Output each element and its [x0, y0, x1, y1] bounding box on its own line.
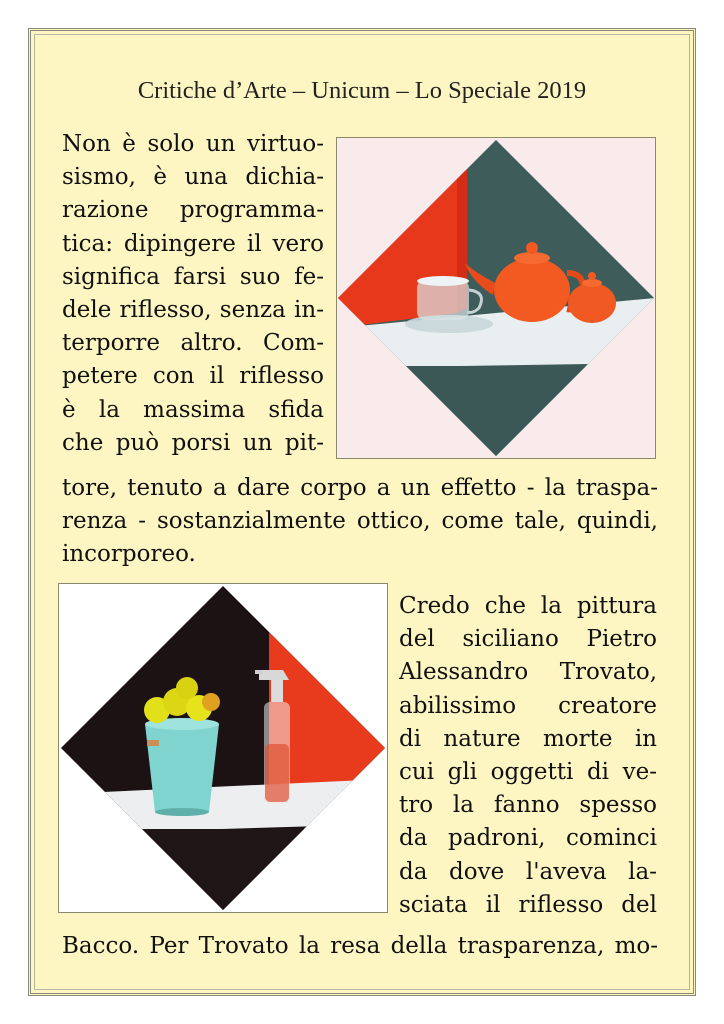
- teapot-still-life-painting: [336, 137, 656, 459]
- paragraph-1-text: [62, 128, 324, 468]
- text-line: da dove l'aveva la-: [399, 858, 657, 885]
- text-line: tica: dipingere il vero: [62, 230, 324, 257]
- text-line: tro la fanno spesso: [399, 792, 657, 819]
- teapot-painting-svg: [337, 138, 655, 458]
- paragraph-1-continuation: [62, 472, 658, 577]
- text-line: tore, tenuto a dare corpo a un effetto - la traspa-: [62, 475, 658, 501]
- text-line: Non è solo un virtuo-: [62, 131, 324, 157]
- text-line: Bacco. Per Trovato la resa della trasparenza, mo-: [62, 933, 658, 959]
- text-line: è la massima sfida: [62, 396, 324, 423]
- text-line: renza - sostanzialmente ottico, come tale, quindi,: [62, 508, 658, 535]
- text-line: cui gli oggetti di ve-: [399, 759, 657, 786]
- text-line: sismo, è una dichia-: [62, 164, 324, 191]
- text-line: incorporeo.: [62, 541, 196, 568]
- text-line: da padroni, cominci: [399, 825, 657, 852]
- text-line: razione programma-: [62, 197, 324, 224]
- text-line: di nature morte in: [399, 725, 657, 752]
- page-header: Critiche d’Arte – Unicum – Lo Speciale 2019: [137, 77, 587, 104]
- text-line: del siciliano Pietro: [399, 626, 657, 653]
- text-line: Credo che la pittura: [399, 593, 657, 619]
- text-line: che può porsi un pit-: [62, 429, 324, 456]
- text-line: Alessandro Trovato,: [399, 659, 657, 686]
- lemons-bucket-spray-bottle-painting: [58, 583, 388, 913]
- text-line: sciata il riflesso del: [399, 891, 657, 918]
- lemons-painting-svg: [59, 584, 387, 912]
- text-line: petere con il riflesso: [62, 363, 324, 390]
- text-line: terporre altro. Com-: [62, 330, 324, 357]
- paragraph-2-continuation: [62, 930, 658, 966]
- text-line: abilissimo creatore: [399, 692, 657, 719]
- paragraph-2-text: [399, 590, 657, 930]
- text-line: significa farsi suo fe-: [62, 263, 324, 290]
- text-line: dele riflesso, senza in-: [62, 297, 324, 324]
